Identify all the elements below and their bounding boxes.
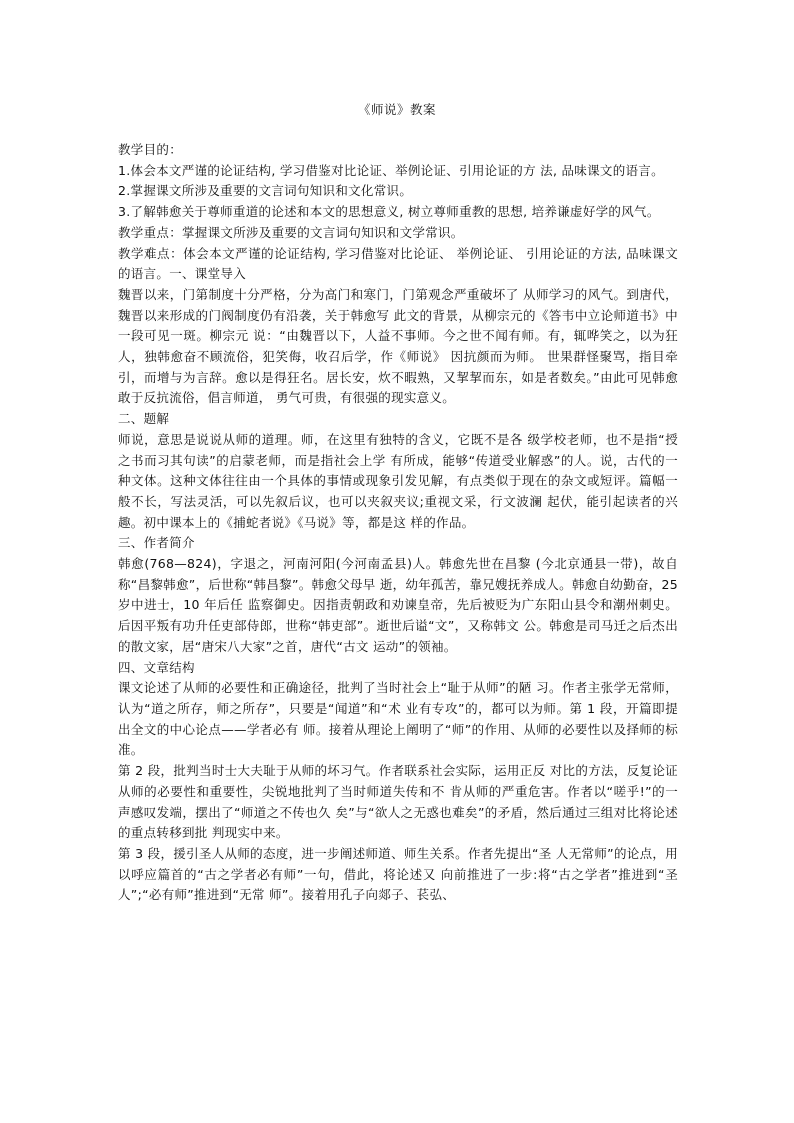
objective-1: 1.体会本文严谨的论证结构, 学习借鉴对比论证、举例论证、引用论证的方 法, 品味课文的语言。 bbox=[118, 162, 664, 178]
author-paragraph: 韩愈(768—824)，字退之，河南河阳(今河南孟县)人。韩愈先世在昌黎 (今北京通县一带)，故自称“昌黎韩愈”，后世称“韩昌黎”。韩愈父母早 逝，幼年孤苦，靠兄嫂抚养成人。韩愈自幼勤奋，25 岁中进士，10 年后任 监察御史。因指责朝政和劝谏皇帝，先后被贬为广东阳山县令和潮州刺史。 后因平叛有功升任吏部侍郎，世称“韩吏部”。逝世后谥“文”，又称韩文 公。韩愈是司马迁之后杰出的散文家，居“唐宋八大家”之首，唐代“古文 运动”的领袖。 bbox=[118, 556, 678, 654]
teaching-difficulties: 教学难点：体会本文严谨的论证结构, 学习借鉴对比论证、 举例论证、 引用论证的方法, 品味课文的语言。一、课堂导入 bbox=[118, 245, 678, 282]
structure-paragraph-1: 课文论述了从师的必要性和正确途径，批判了当时社会上“耻于从师”的陋 习。作者主张学无常师，认为“道之所存，师之所存”，只要是“闻道”和“术 业有专攻”的，都可以为师。第 1 段，开篇即提出全文的中心论点——学者必有 师。接着从理论上阐明了“师”的作用、从师的必要性以及择师的标准。 bbox=[118, 680, 678, 758]
structure-paragraph-2: 第 2 段，批判当时士大夫耻于从师的坏习气。作者联系社会实际，运用正反 对比的方法，反复论证从师的必要性和重要性，尖锐地批判了当时师道失传和不 肯从师的严重危害。作者以“嗟乎!”的一声感叹发端，摆出了“师道之不传也久 矣”与“欲人之无惑也难矣”的矛盾，然后通过三组对比将论述的重点转移到批 判现实中来。 bbox=[118, 763, 678, 841]
section-heading-title-explanation: 二、题解 bbox=[118, 411, 170, 427]
section-heading-objectives: 教学目的： bbox=[118, 142, 183, 157]
section-heading-author: 三、作者简介 bbox=[118, 535, 195, 551]
section-heading-structure: 四、文章结构 bbox=[118, 659, 195, 675]
title-explanation-paragraph: 师说，意思是说说从师的道理。师，在这里有独特的含义，它既不是各 级学校老师，也不是指“授之书而习其句读”的启蒙老师，而是指社会上学 有所成，能够“传道受业解惑”的人。说，古代的一种文体。这种文体往往由一个具体的事情或现象引发见解，有点类似于现在的杂文或短评。篇幅一 般不长，写法灵活，可以先叙后议，也可以夹叙夹议;重视文采，行文波澜 起伏，能引起读者的兴趣。初中课本上的《捕蛇者说》《马说》等，都是这 样的作品。 bbox=[118, 431, 678, 530]
document-title: 《师说》教案 bbox=[357, 102, 436, 117]
structure-paragraph-3: 第 3 段，援引圣人从师的态度，进一步阐述师道、师生关系。作者先提出“圣 人无常师”的论点，用以呼应篇首的“古之学者必有师”一句，借此，将论述又 向前推进了一步:将“古之学者”推进到“圣人”;“必有师”推进到“无常 师”。接着用孔子向郯子、苌弘、 bbox=[118, 845, 678, 903]
document-body bbox=[118, 140, 678, 906]
intro-paragraph: 魏晋以来，门第制度十分严格，分为高门和寒门，门第观念严重破坏了 从师学习的风气。到唐代，魏晋以来形成的门阀制度仍有沿袭，关于韩愈写 此文的背景，从柳宗元的《答韦中立论师道书》中一段可见一斑。柳宗元 说：“由魏晋以下，人益不事师。今之世不闻有师。有，辄哗笑之，以为狂 人，独韩愈奋不顾流俗，犯笑侮，收召后学，作《师说》 因抗颜而为师。 世果群怪聚骂，指目牵引，而增与为言辞。愈以是得狂名。居长安，炊不暇熟，又挈挈而东，如是者数矣。”由此可见韩愈敢于反抗流俗，倡言师道， 勇气可贵，有很强的现实意义。 bbox=[118, 286, 678, 406]
objective-3: 3.了解韩愈关于尊师重道的论述和本文的思想意义, 树立尊师重教的思想, 培养谦虚好学的风气。 bbox=[118, 204, 660, 220]
objective-2: 2.掌握课文所涉及重要的文言词句知识和文化常识。 bbox=[118, 183, 413, 199]
teaching-key-points: 教学重点：掌握课文所涉及重要的文言词句知识和文学常识。 bbox=[118, 224, 464, 240]
